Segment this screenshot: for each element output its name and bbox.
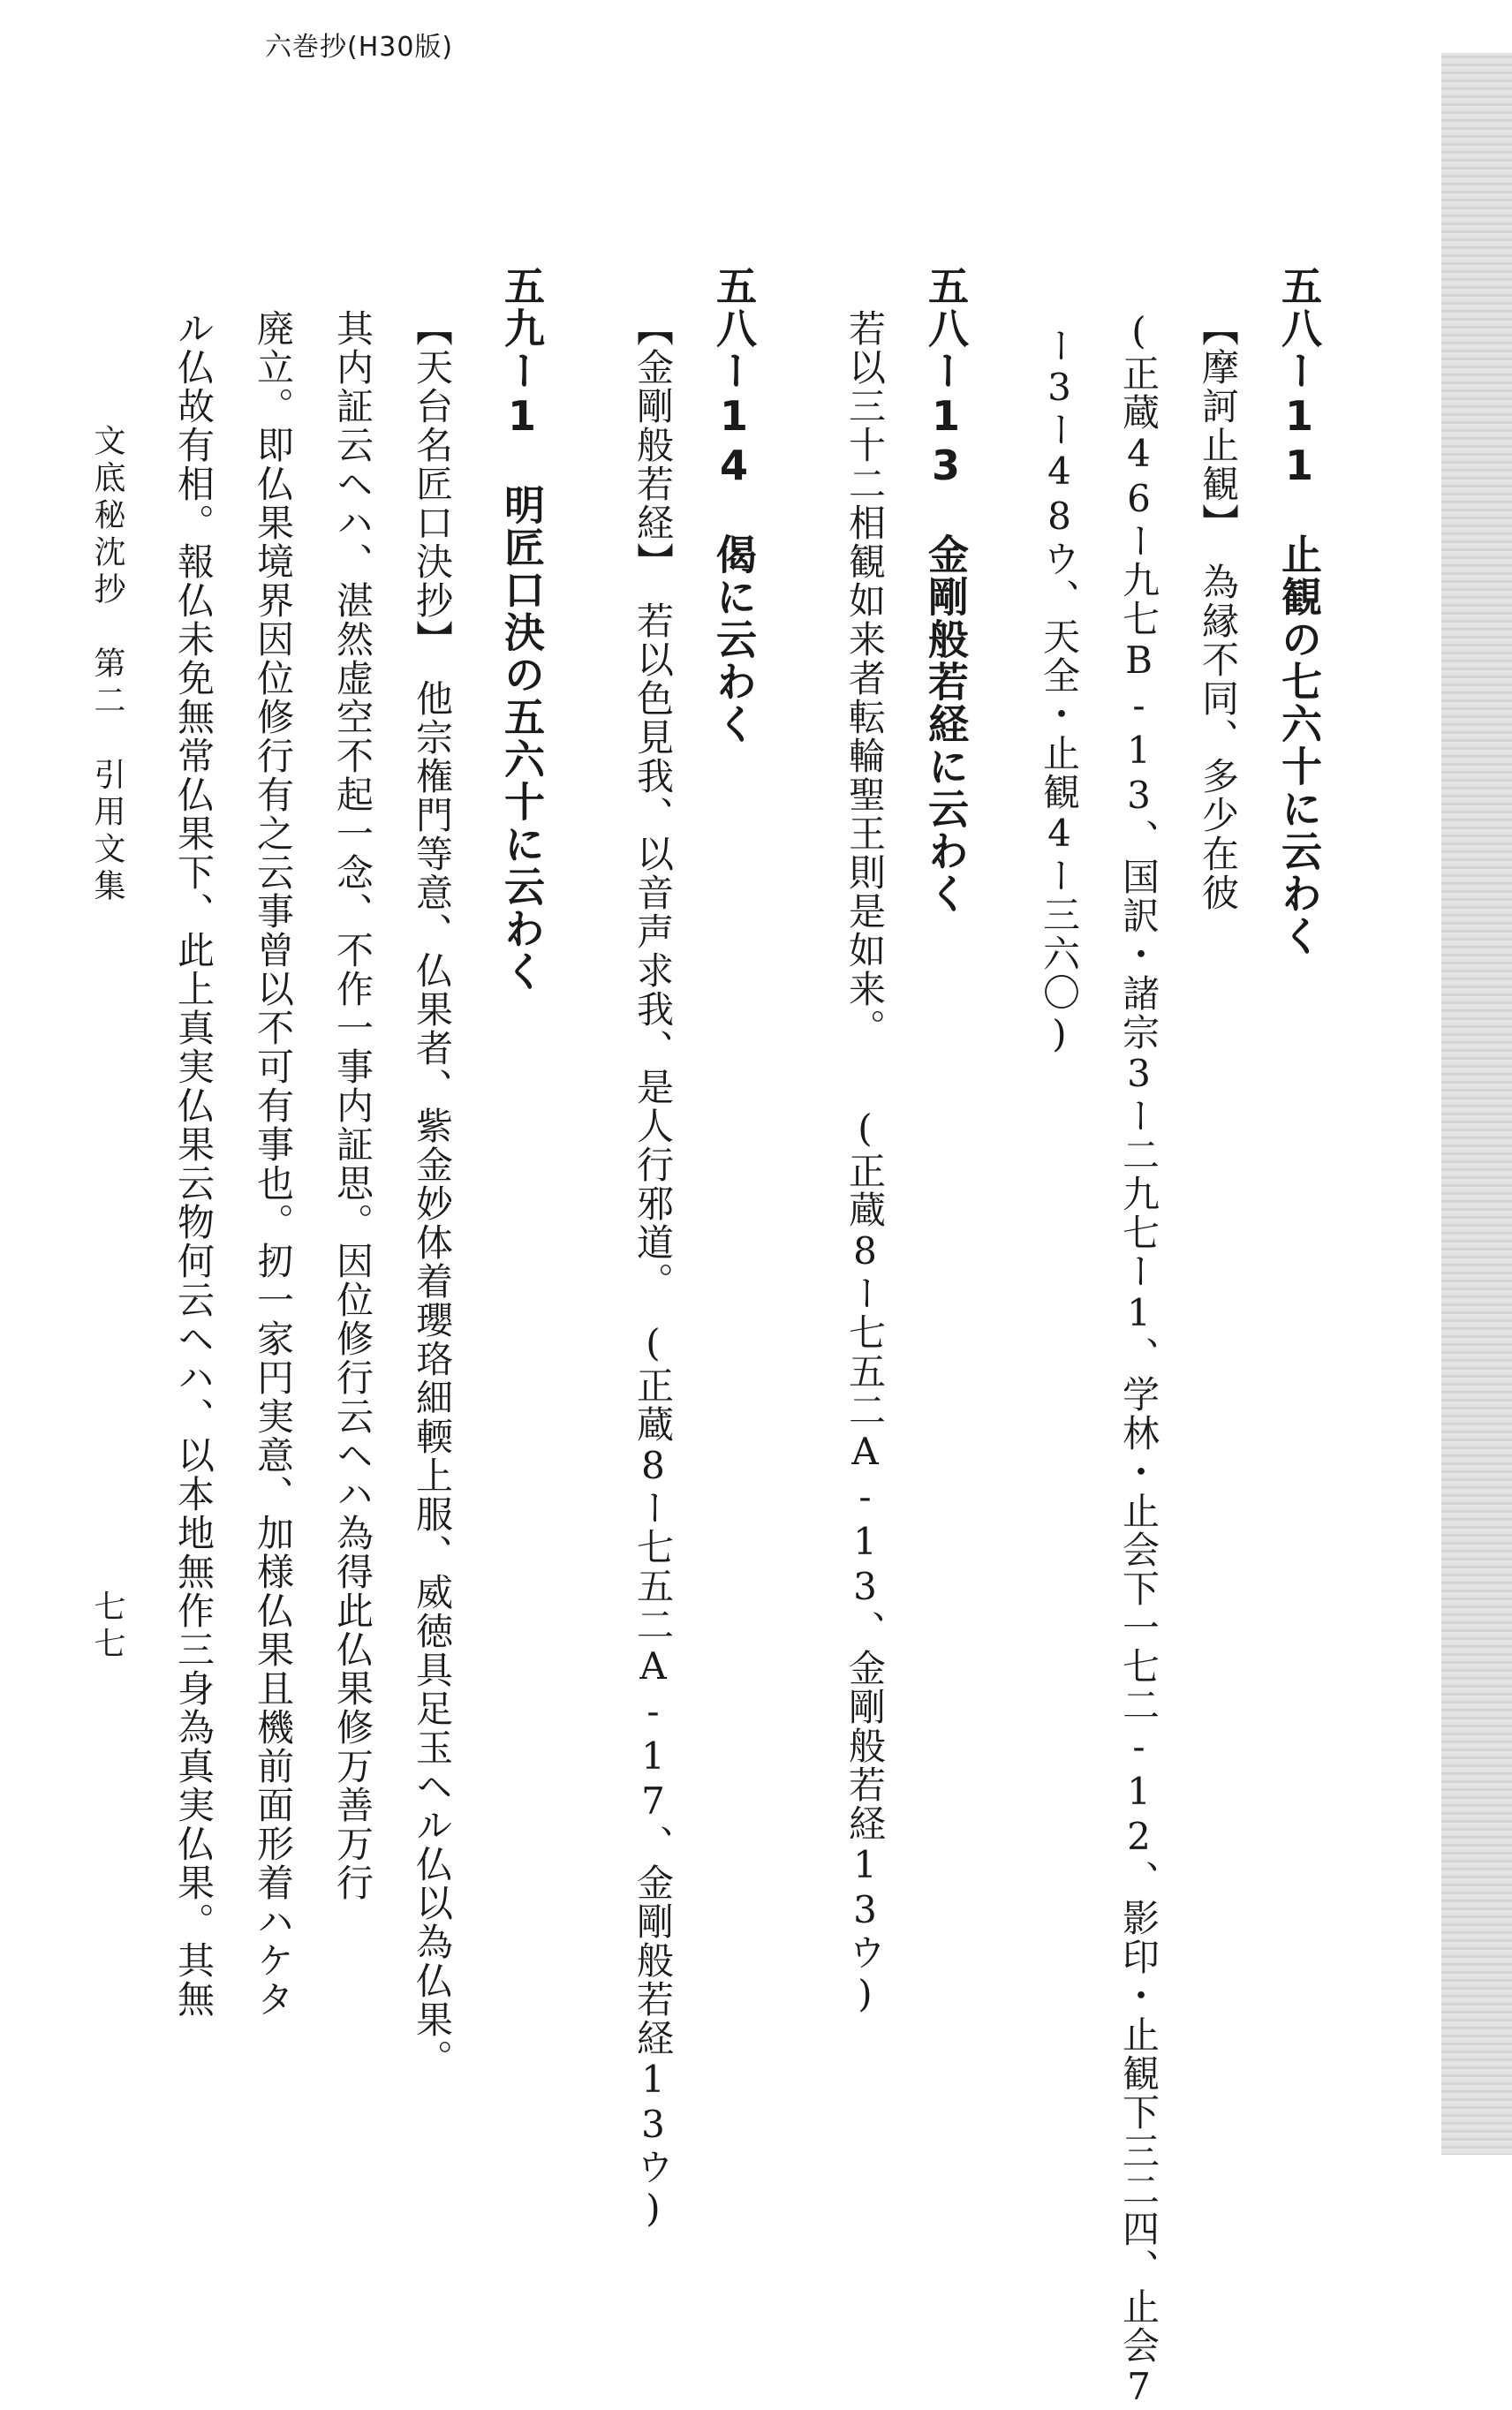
body-line: 【天台名匠口決抄】 他宗権門等意、仏果者、紫金妙体着瓔珞細輭上服、威徳具足玉ヘル仏以為仏果。 bbox=[411, 309, 454, 2078]
running-header: 六巻抄(H30版) bbox=[265, 32, 454, 63]
body-line: ー3ー48ウ、天全・止観4ー三六〇) bbox=[1038, 327, 1081, 1057]
body-line: 廃立。即仏果境界因位修行有之云事曾以不可有事也。扨一家円実意、加様仏果且機前面形着ハケタ bbox=[252, 309, 295, 2019]
body-line: ル仏故有相。報仏未免無常仏果下、此上真実仏果云物何云ヘハ、以本地無作三身為真実仏果。其無 bbox=[172, 309, 215, 2019]
body-line: (正蔵46ー九七B-13、国訳・諸宗3ー二九七ー1、学林・止会下一七二-12、影印・止観下三二四、止会7 bbox=[1117, 309, 1160, 2410]
heading-58-13: 五八ー13 金剛般若経に云わく bbox=[922, 265, 970, 915]
scan-edge-shadow bbox=[1441, 53, 1512, 2155]
body-line: 若以三十二相観如来者転輪聖王則是如来。 (正蔵8ー七五二A-13、金剛般若経13ウ) bbox=[843, 309, 887, 2017]
heading-58-11: 五八ー11 止観の七六十に云わく bbox=[1275, 265, 1323, 957]
book-title-footer: 文底秘沈抄 第二 引用文集 bbox=[89, 424, 125, 906]
heading-58-14: 五八ー14 偈に云わく bbox=[710, 265, 758, 745]
heading-59-1: 五九ー1 明匠口決の五六十に云わく bbox=[498, 265, 546, 993]
body-line: 【摩訶止観】 為縁不同、多少在彼 bbox=[1197, 309, 1240, 912]
page-number: 七七 bbox=[89, 1590, 125, 1664]
body-line: 【金剛般若経】 若以色見我、以音声求我、是人行邪道。 (正蔵8ー七五二A-17、金剛般若経13ウ) bbox=[631, 309, 675, 2232]
body-line: 其内証云ヘハ、湛然虚空不起一念、不作一事内証思。因位修行云ヘハ為得此仏果修万善万行 bbox=[331, 309, 374, 1902]
